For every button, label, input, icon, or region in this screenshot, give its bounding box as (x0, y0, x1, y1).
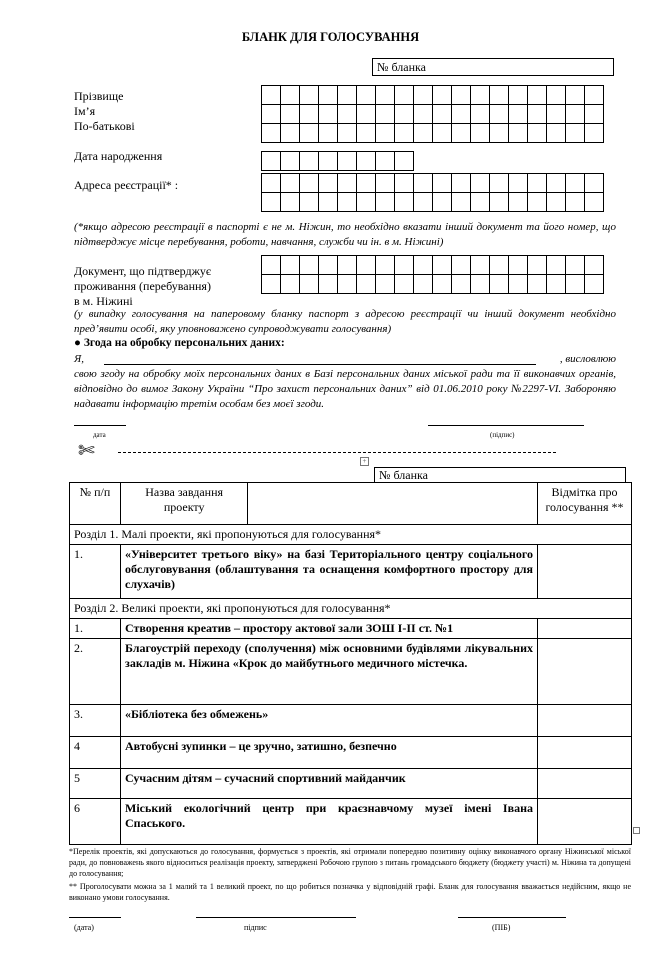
name-grid-cell[interactable] (470, 123, 490, 143)
address-grid-cell[interactable] (337, 192, 357, 212)
address-grid-cell[interactable] (394, 173, 414, 193)
name-grid-cell[interactable] (451, 85, 471, 105)
address-grid-cell[interactable] (565, 192, 585, 212)
document-grid-cell[interactable] (337, 274, 357, 294)
name-grid-cell[interactable] (337, 123, 357, 143)
bottom-pib-line[interactable] (458, 917, 566, 918)
address-grid-cell[interactable] (375, 192, 395, 212)
document-grid-cell[interactable] (394, 274, 414, 294)
name-grid-cell[interactable] (394, 104, 414, 124)
consent-text: свою згоду на обробку моїх персональних даних в Базі персональних даних міської ради та її виконавчих органів, відповідно до вимог Закону України “Про захист персональних даних” від 01.06.2010 року №2297-VI. Забороняю надавати інформацію третім особам без моєї згоди. (74, 368, 616, 410)
vote-mark-cell[interactable] (538, 545, 632, 599)
table-row (70, 545, 632, 599)
document-grid-cell[interactable] (280, 255, 300, 275)
project-number: 2. (70, 639, 121, 705)
vote-mark-cell[interactable] (538, 639, 632, 705)
address-grid-cell[interactable] (299, 192, 319, 212)
name-grid-cell[interactable] (546, 85, 566, 105)
address-note: (*якщо адресою реєстрації в паспорті є не м. Ніжин, то необхідно вказати інший документ та його номер, що підтверджує місце перебування, роботи, навчання, служби чи ін. в м. Ніжині) (74, 221, 616, 248)
name-grid-cell[interactable] (413, 123, 433, 143)
document-grid-cell[interactable] (261, 255, 281, 275)
document-grid-cell[interactable] (337, 255, 357, 275)
name-grid[interactable] (262, 86, 604, 143)
document-grid-cell[interactable] (280, 274, 300, 294)
name-grid-cell[interactable] (451, 123, 471, 143)
document-grid-cell[interactable] (375, 255, 395, 275)
consent-heading: ● Згода на обробку персональних даних: (74, 337, 285, 349)
address-grid-cell[interactable] (508, 173, 528, 193)
document-label-2: проживання (перебування) (74, 279, 211, 293)
name-grid-cell[interactable] (508, 104, 528, 124)
name-grid-cell[interactable] (489, 104, 509, 124)
document-grid-cell[interactable] (299, 255, 319, 275)
document-grid-cell[interactable] (413, 255, 433, 275)
address-grid-cell[interactable] (565, 173, 585, 193)
name-grid-cell[interactable] (280, 104, 300, 124)
name-grid-cell[interactable] (356, 85, 376, 105)
document-grid-cell[interactable] (584, 274, 604, 294)
address-grid-cell[interactable] (261, 192, 281, 212)
bottom-sign-line[interactable] (196, 917, 356, 918)
document-grid-cell[interactable] (527, 255, 547, 275)
address-grid-cell[interactable] (318, 173, 338, 193)
name-grid-cell[interactable] (489, 85, 509, 105)
address-grid-cell[interactable] (432, 173, 452, 193)
table-row (70, 769, 632, 799)
name-grid-cell[interactable] (527, 123, 547, 143)
name-grid-cell[interactable] (432, 104, 452, 124)
table-row (70, 737, 632, 769)
address-grid-cell[interactable] (280, 173, 300, 193)
name-grid-cell[interactable] (299, 123, 319, 143)
name-grid-cell[interactable] (470, 85, 490, 105)
consent-sign-label: (підпис) (490, 431, 515, 439)
address-grid-row (262, 193, 604, 212)
name-grid-cell[interactable] (337, 104, 357, 124)
document-grid-cell[interactable] (546, 255, 566, 275)
name-grid-cell[interactable] (489, 123, 509, 143)
blank-number-box[interactable] (372, 58, 614, 76)
name-grid-cell[interactable] (394, 85, 414, 105)
scissors-icon: ✄ (78, 440, 95, 462)
project-name: Міський екологічний центр при краєзнавчому музеї імені Івана Спаського. (121, 799, 538, 845)
document-grid-cell[interactable] (413, 274, 433, 294)
document-grid-cell[interactable] (451, 255, 471, 275)
address-grid-cell[interactable] (451, 192, 471, 212)
name-grid-row (262, 86, 604, 105)
birth-date-label: Дата народження (74, 149, 163, 163)
document-grid-cell[interactable] (546, 274, 566, 294)
consent-sign-line[interactable] (428, 425, 584, 426)
document-grid-cell[interactable] (565, 255, 585, 275)
name-grid-cell[interactable] (356, 123, 376, 143)
document-grid-cell[interactable] (356, 274, 376, 294)
bottom-date-line[interactable] (69, 917, 121, 918)
header-name: Назва завдання проекту (121, 483, 248, 525)
name-grid-cell[interactable] (261, 104, 281, 124)
cut-line (118, 452, 556, 453)
birth-date-grid-cell[interactable] (280, 151, 300, 171)
name-grid-cell[interactable] (413, 104, 433, 124)
name-grid-cell[interactable] (527, 104, 547, 124)
name-grid-cell[interactable] (451, 104, 471, 124)
name-grid-cell[interactable] (584, 104, 604, 124)
header-num: № п/п (70, 483, 121, 525)
document-grid-cell[interactable] (489, 255, 509, 275)
address-grid-cell[interactable] (299, 173, 319, 193)
name-grid-cell[interactable] (318, 85, 338, 105)
name-grid-cell[interactable] (565, 104, 585, 124)
name-grid-cell[interactable] (584, 85, 604, 105)
consent-date-label: дата (93, 431, 106, 439)
birth-date-grid-cell[interactable] (356, 151, 376, 171)
name-grid-cell[interactable] (565, 85, 585, 105)
name-grid-cell[interactable] (356, 104, 376, 124)
address-grid-cell[interactable] (527, 192, 547, 212)
document-grid-cell[interactable] (489, 274, 509, 294)
address-grid-cell[interactable] (451, 173, 471, 193)
page-title: БЛАНК ДЛЯ ГОЛОСУВАННЯ (241, 30, 420, 44)
address-grid-cell[interactable] (375, 173, 395, 193)
project-name: Створення креатив – простору актової зали ЗОШ І-ІІ ст. №1 (121, 619, 538, 639)
address-grid-cell[interactable] (584, 173, 604, 193)
name-grid-cell[interactable] (432, 85, 452, 105)
name-grid-cell[interactable] (318, 123, 338, 143)
bottom-pib-label: (ПІБ) (492, 923, 511, 932)
address-grid-cell[interactable] (470, 192, 490, 212)
blank-number-label-2: № бланка (379, 468, 428, 482)
project-number: 6 (70, 799, 121, 845)
project-name: Сучасним дітям – сучасний спортивний майданчик (121, 769, 538, 799)
vote-mark-cell[interactable] (538, 705, 632, 737)
name-grid-cell[interactable] (299, 85, 319, 105)
name-grid-cell[interactable] (584, 123, 604, 143)
vote-mark-cell[interactable] (538, 619, 632, 639)
table-row (70, 705, 632, 737)
project-name: «Університет третього віку» на базі Територіального центру соціального обслуговування (облаштування та оснащення комфортного простору для слухачів) (121, 545, 538, 599)
name-grid-cell[interactable] (508, 85, 528, 105)
name-grid-cell[interactable] (375, 85, 395, 105)
address-grid-cell[interactable] (318, 192, 338, 212)
address-grid-cell[interactable] (356, 173, 376, 193)
name-grid-cell[interactable] (280, 123, 300, 143)
document-grid-row (262, 256, 604, 275)
project-name: Благоустрій переходу (сполучення) між основними будівлями лікувальних закладів м. Ніжина «Крок до майбутнього медичного містечка. (121, 639, 538, 705)
document-grid-cell[interactable] (394, 255, 414, 275)
document-grid[interactable] (262, 256, 604, 294)
address-grid-cell[interactable] (356, 192, 376, 212)
document-grid-row (262, 275, 604, 294)
footnote-1: *Перелік проектів, які допускаються до голосування, формується з проектів, які отримали попередню позитивну оцінку виконавчого органу Ніжинської міської ради, до повноважень якого відноситься реалізація проекту, затверджені Робочою групою з питань громадського бюджету (бюджету участі) м. Ніжина та допущені до голосування; (69, 847, 631, 878)
document-grid-cell[interactable] (318, 255, 338, 275)
address-grid-cell[interactable] (413, 192, 433, 212)
birth-date-grid-cell[interactable] (394, 151, 414, 171)
document-grid-cell[interactable] (451, 274, 471, 294)
name-grid-cell[interactable] (299, 104, 319, 124)
blank-number-label: № бланка (377, 60, 426, 74)
project-name: «Бібліотека без обмежень» (121, 705, 538, 737)
address-grid-cell[interactable] (546, 173, 566, 193)
table-resize-handle[interactable] (633, 827, 640, 834)
consent-line1-end: , висловлюю (559, 353, 616, 365)
section-row-2 (70, 599, 632, 619)
address-grid[interactable] (262, 174, 604, 212)
name-label: Ім’я (74, 104, 96, 118)
project-name: Автобусні зупинки – це зручно, затишно, безпечно (121, 737, 538, 769)
document-grid-cell[interactable] (565, 274, 585, 294)
bottom-sign-label: підпис (244, 923, 267, 932)
section-row-1 (70, 525, 632, 545)
table-row (70, 799, 632, 845)
project-number: 4 (70, 737, 121, 769)
section-2-label: Розділ 2. Великі проекти, які пропонуються для голосування* (70, 599, 632, 619)
vote-mark-cell[interactable] (538, 737, 632, 769)
name-grid-cell[interactable] (565, 123, 585, 143)
document-grid-cell[interactable] (584, 255, 604, 275)
address-grid-cell[interactable] (584, 192, 604, 212)
birth-date-grid[interactable] (262, 152, 414, 171)
name-grid-cell[interactable] (546, 104, 566, 124)
table-row (70, 639, 632, 705)
consent-name-line[interactable] (104, 364, 536, 365)
name-grid-cell[interactable] (527, 85, 547, 105)
birth-date-grid-cell[interactable] (375, 151, 395, 171)
name-grid-cell[interactable] (337, 85, 357, 105)
document-grid-cell[interactable] (432, 255, 452, 275)
birth-date-grid-cell[interactable] (318, 151, 338, 171)
birth-date-grid-row (262, 152, 414, 171)
birth-date-grid-cell[interactable] (337, 151, 357, 171)
name-grid-row (262, 124, 604, 143)
surname-label: Прізвище (74, 89, 124, 103)
bottom-date-label: (дата) (74, 923, 94, 932)
table-move-icon[interactable]: + (360, 457, 369, 466)
document-label-3: в м. Ніжині (74, 294, 133, 308)
document-grid-cell[interactable] (470, 255, 490, 275)
address-grid-cell[interactable] (489, 192, 509, 212)
document-grid-cell[interactable] (375, 274, 395, 294)
document-label-1: Документ, що підтверджує (74, 264, 212, 278)
document-grid-cell[interactable] (318, 274, 338, 294)
address-grid-cell[interactable] (508, 192, 528, 212)
name-grid-cell[interactable] (375, 123, 395, 143)
document-grid-cell[interactable] (299, 274, 319, 294)
name-grid-cell[interactable] (470, 104, 490, 124)
address-grid-row (262, 174, 604, 193)
document-grid-cell[interactable] (261, 274, 281, 294)
table-row (70, 619, 632, 639)
name-grid-cell[interactable] (394, 123, 414, 143)
address-grid-cell[interactable] (470, 173, 490, 193)
document-grid-cell[interactable] (470, 274, 490, 294)
address-grid-cell[interactable] (527, 173, 547, 193)
address-grid-cell[interactable] (261, 173, 281, 193)
footnote-2: ** Проголосувати можна за 1 малий та 1 великий проект, по що робиться позначка у відповідній графі. Бланк для голосування вважається недійсним, якщо не виконано умови голосування. (69, 882, 631, 902)
address-label: Адреса реєстрації* : (74, 178, 179, 192)
birth-date-grid-cell[interactable] (261, 151, 281, 171)
name-grid-cell[interactable] (261, 123, 281, 143)
name-grid-row (262, 105, 604, 124)
address-grid-cell[interactable] (280, 192, 300, 212)
name-grid-cell[interactable] (280, 85, 300, 105)
document-grid-cell[interactable] (527, 274, 547, 294)
birth-date-grid-cell[interactable] (299, 151, 319, 171)
name-grid-cell[interactable] (375, 104, 395, 124)
name-grid-cell[interactable] (413, 85, 433, 105)
name-grid-cell[interactable] (432, 123, 452, 143)
address-grid-cell[interactable] (413, 173, 433, 193)
patronymic-label: По-батькові (74, 119, 135, 133)
address-grid-cell[interactable] (337, 173, 357, 193)
address-grid-cell[interactable] (432, 192, 452, 212)
header-mark: Відмітка про голосування ** (538, 483, 632, 525)
name-grid-cell[interactable] (508, 123, 528, 143)
project-number: 1. (70, 619, 121, 639)
blank-number-box-2[interactable] (374, 467, 626, 483)
section-1-label: Розділ 1. Малі проекти, які пропонуються для голосування* (70, 525, 632, 545)
document-grid-cell[interactable] (432, 274, 452, 294)
voting-table (69, 482, 632, 845)
name-grid-cell[interactable] (546, 123, 566, 143)
project-number: 3. (70, 705, 121, 737)
name-grid-cell[interactable] (261, 85, 281, 105)
document-grid-cell[interactable] (356, 255, 376, 275)
header-blank (248, 483, 538, 525)
table-header-row (70, 483, 632, 525)
project-number: 5 (70, 769, 121, 799)
vote-mark-cell[interactable] (538, 799, 632, 845)
name-grid-cell[interactable] (318, 104, 338, 124)
address-grid-cell[interactable] (489, 173, 509, 193)
document-grid-cell[interactable] (508, 274, 528, 294)
address-grid-cell[interactable] (394, 192, 414, 212)
vote-mark-cell[interactable] (538, 769, 632, 799)
consent-date-line[interactable] (74, 425, 126, 426)
paper-note: (у випадку голосування на паперовому бланку паспорт з адресою реєстрації чи інший документ необхідно пред’явити особі, яку уповноважено супроводжувати голосування) (74, 308, 616, 335)
address-grid-cell[interactable] (546, 192, 566, 212)
consent-line1-start: Я, (74, 353, 84, 365)
project-number: 1. (70, 545, 121, 599)
document-grid-cell[interactable] (508, 255, 528, 275)
